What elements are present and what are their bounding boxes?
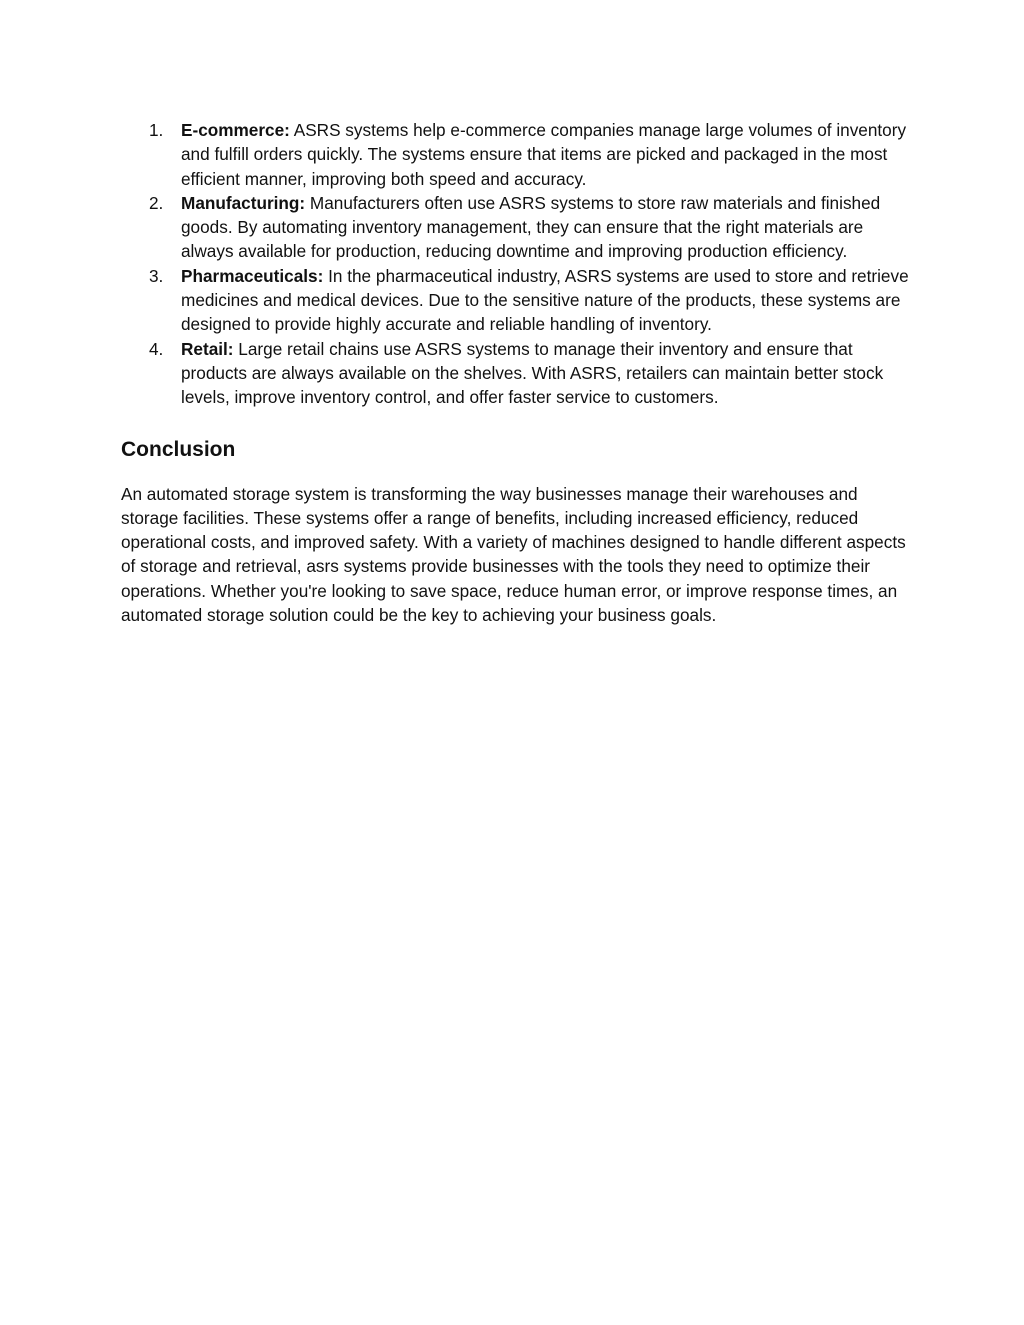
list-item-text: Large retail chains use ASRS systems to manage their inventory and ensure that products are always available on the shelves. With ASRS, retailers can maintain better stock levels, improve inventory control, and offer faster service to customers. <box>181 338 884 408</box>
list-item-term: Retail: <box>181 338 234 359</box>
list-item-number: 4. <box>149 338 164 359</box>
list-item-term: E-commerce: <box>181 120 290 140</box>
list-item-term: Manufacturing: <box>181 192 306 213</box>
list-item-manufacturing <box>121 191 911 264</box>
list-item-number: 2. <box>149 192 164 213</box>
list-item-text: ASRS systems help e-commerce companies manage large volumes of inventory and fulfill orders quickly. The systems ensure that items are picked and packaged in the most efficient manner, improving both speed and accuracy. <box>181 120 907 189</box>
list-item-number: 3. <box>149 265 164 286</box>
industry-list <box>121 118 911 410</box>
conclusion-paragraph: An automated storage system is transforming the way businesses manage their warehouses and storage facilities. These systems offer a range of benefits, including increased efficiency, reduced operational costs, and improved safety. With a variety of machines designed to handle different aspects of storage and retrieval, asrs systems provide businesses with the tools they need to optimize their operations. Whether you're looking to save space, reduce human error, or improve response times, an automated storage solution could be the key to achieving your business goals. <box>121 483 906 626</box>
list-item-pharmaceuticals <box>121 264 911 337</box>
conclusion-heading: Conclusion <box>121 437 236 461</box>
list-item-number: 1. <box>149 120 164 140</box>
list-item-term: Pharmaceuticals: <box>181 265 324 286</box>
list-item-text: In the pharmaceutical industry, ASRS systems are used to store and retrieve medicines and medical devices. Due to the sensitive nature of the products, these systems are designed to provide highly accurate and reliable handling of inventory. <box>181 265 909 335</box>
list-item-ecommerce <box>121 118 911 191</box>
document-body <box>121 118 911 627</box>
list-item-retail <box>121 337 911 410</box>
list-item-text: Manufacturers often use ASRS systems to store raw materials and finished goods. By automating inventory management, they can ensure that the right materials are always available for production, reducing downtime and improving production efficiency. <box>181 192 881 262</box>
